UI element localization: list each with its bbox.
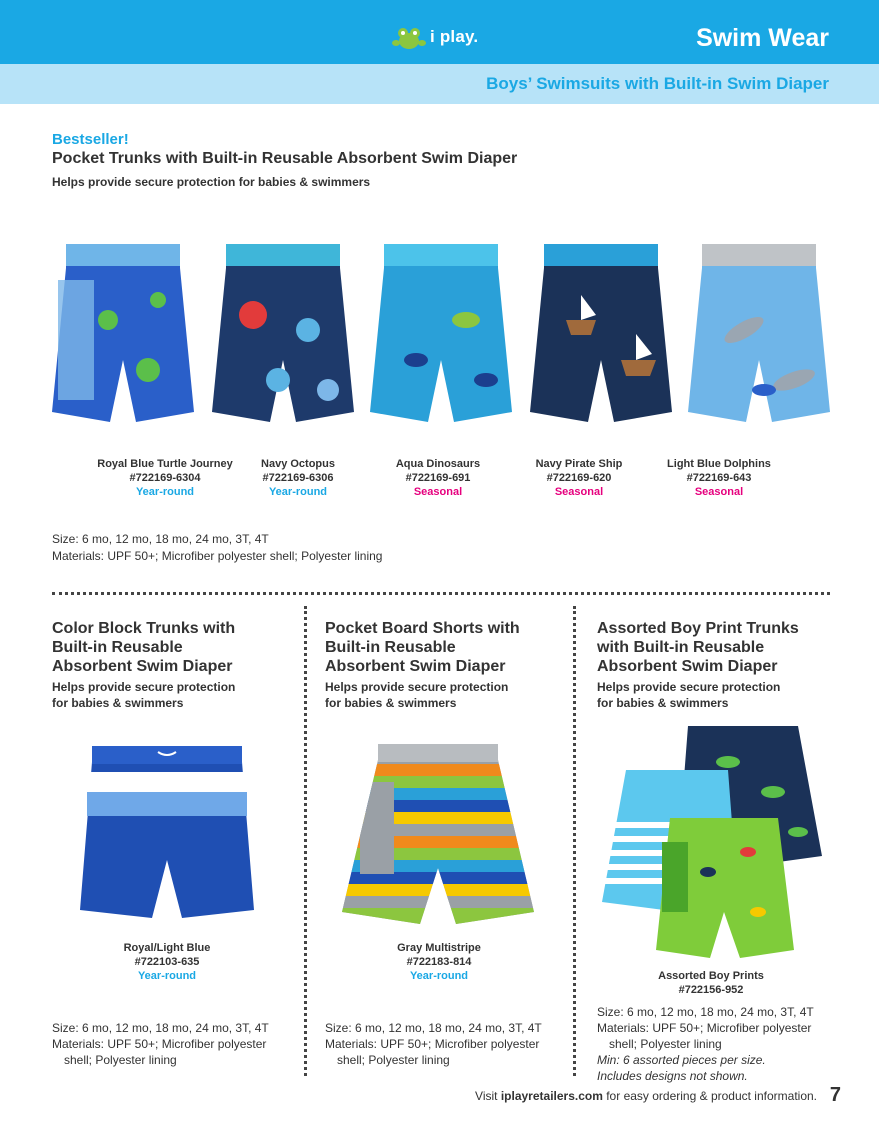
product-column-board-shorts xyxy=(325,619,575,711)
product-sku: #722169-6304 xyxy=(129,472,201,484)
product-image-multistripe[interactable] xyxy=(340,742,536,930)
product-sku: #722183-814 xyxy=(406,956,472,968)
top-banner xyxy=(0,0,879,64)
product-sku: #722169-643 xyxy=(686,472,752,484)
column-specs: Size: 6 mo, 12 mo, 18 mo, 24 mo, 3T, 4T Materials: UPF 50+; Microfiber polyester shell; Polyester lining xyxy=(325,1021,542,1067)
column-description: Helps provide secure protection for babies & swimmers xyxy=(325,680,509,710)
product-sku: #722169-6306 xyxy=(262,472,334,484)
product-column-assorted xyxy=(597,619,847,711)
featured-product-images xyxy=(48,240,838,440)
product-image-octopus[interactable] xyxy=(208,240,358,440)
product-sku: #722169-691 xyxy=(405,472,471,484)
product-season: Year-round xyxy=(268,486,328,498)
section-title: Boys’ Swimsuits with Built-in Swim Diaper xyxy=(486,74,829,93)
product-image-turtle[interactable] xyxy=(48,240,198,440)
column-specs: Size: 6 mo, 12 mo, 18 mo, 24 mo, 3T, 4T Materials: UPF 50+; Microfiber polyester shell; Polyester lining Min: 6 assorted pieces per size. Includes designs not shown. xyxy=(597,1005,814,1083)
section-divider xyxy=(52,592,830,595)
footer-note: Visit iplayretailers.com for easy ordering & product information. xyxy=(475,1089,817,1103)
product-column-color-block xyxy=(52,619,302,711)
featured-specs xyxy=(52,531,382,565)
product-label xyxy=(339,941,539,983)
product-image-dinosaurs[interactable] xyxy=(366,240,516,440)
product-image-dolphins[interactable] xyxy=(684,240,834,440)
featured-sizes: Size: 6 mo, 12 mo, 18 mo, 24 mo, 3T, 4T xyxy=(52,532,269,546)
product-image-assorted[interactable] xyxy=(598,722,826,962)
product-name: Light Blue Dolphins xyxy=(667,458,771,470)
section-banner xyxy=(0,64,879,104)
product-name: Royal/Light Blue xyxy=(123,942,211,954)
product-label xyxy=(504,457,654,499)
column-description: Helps provide secure protection for babies & swimmers xyxy=(52,680,236,710)
product-season: Year-round xyxy=(409,970,469,982)
product-sku: #722103-635 xyxy=(134,956,200,968)
retailer-link[interactable]: iplayretailers.com xyxy=(500,1089,603,1103)
product-season: Year-round xyxy=(137,970,197,982)
brand-name: i play. xyxy=(430,27,479,46)
product-label xyxy=(90,457,240,499)
page-number: 7 xyxy=(829,1084,841,1106)
product-name: Navy Octopus xyxy=(261,458,335,470)
product-name: Gray Multistripe xyxy=(397,942,481,954)
product-sku: #722156-952 xyxy=(678,984,744,996)
product-season: Seasonal xyxy=(554,486,604,498)
bestseller-tag: Bestseller! xyxy=(52,131,129,148)
product-name: Aqua Dinosaurs xyxy=(395,458,481,470)
product-label xyxy=(223,457,373,499)
product-label xyxy=(363,457,513,499)
featured-title: Pocket Trunks with Built-in Reusable Absorbent Swim Diaper xyxy=(52,150,518,167)
column-divider xyxy=(304,606,307,1076)
product-sku: #722169-620 xyxy=(546,472,612,484)
featured-description: Helps provide secure protection for babies & swimmers xyxy=(52,175,371,189)
product-name: Royal Blue Turtle Journey xyxy=(97,458,233,470)
column-description: Helps provide secure protection for babies & swimmers xyxy=(597,680,781,710)
product-name: Navy Pirate Ship xyxy=(535,458,623,470)
column-specs: Size: 6 mo, 12 mo, 18 mo, 24 mo, 3T, 4T Materials: UPF 50+; Microfiber polyester shell; Polyester lining xyxy=(52,1021,269,1067)
product-label xyxy=(67,941,267,983)
product-label xyxy=(611,969,811,997)
featured-materials: Materials: UPF 50+; Microfiber polyester shell; Polyester lining xyxy=(52,549,383,563)
page-title: Swim Wear xyxy=(696,24,829,52)
product-image-color-block[interactable] xyxy=(78,742,256,920)
column-title: Pocket Board Shorts with Built-in Reusable Absorbent Swim Diaper xyxy=(325,620,520,675)
featured-product-labels xyxy=(90,457,810,499)
product-label xyxy=(644,457,794,499)
product-name: Assorted Boy Prints xyxy=(658,970,764,982)
column-title: Assorted Boy Print Trunks with Built-in Reusable Absorbent Swim Diaper xyxy=(597,620,799,675)
column-title: Color Block Trunks with Built-in Reusable Absorbent Swim Diaper xyxy=(52,620,236,675)
product-image-pirate-ship[interactable] xyxy=(526,240,676,440)
brand-logo[interactable] xyxy=(392,22,492,54)
product-season: Year-round xyxy=(135,486,195,498)
product-season: Seasonal xyxy=(413,486,463,498)
frog-mascot-icon xyxy=(392,25,426,51)
product-season: Seasonal xyxy=(694,486,744,498)
